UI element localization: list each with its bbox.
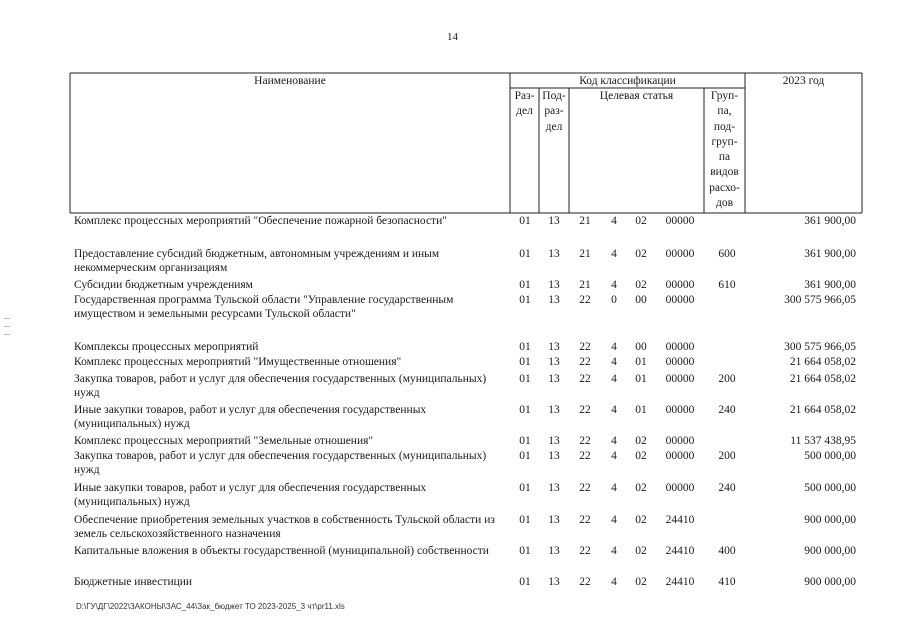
row-name: Бюджетные инвестиции: [74, 576, 193, 588]
row-ts-type: 4: [611, 450, 617, 462]
row-name: Обеспечение приобретения земельных участков в собственность Тульской области из земель сельскохозяйственного назначения: [74, 514, 495, 540]
row-podrazdel: 13: [548, 482, 560, 494]
scan-mark: [4, 326, 10, 327]
row-name: Иные закупки товаров, работ и услуг для обеспечения государственных (муниципальных) нужд: [74, 404, 427, 430]
row-name: Предоставление субсидий бюджетным, автономным учреждениям и иным некоммерческим организациям: [74, 248, 440, 274]
row-ts-direction: 24410: [665, 576, 695, 588]
row-ts-program: 22: [579, 545, 591, 557]
row-ts-direction: 00000: [665, 373, 695, 385]
row-razdel: 01: [519, 545, 531, 557]
row-amount: 300 575 966,05: [784, 341, 856, 353]
header-tselevaya: Целевая статья: [599, 90, 674, 102]
row-ts-element: 02: [635, 435, 647, 447]
row-ts-program: 22: [579, 450, 591, 462]
row-ts-type: 4: [611, 341, 617, 353]
header-razdel: Раз- дел: [514, 90, 535, 118]
row-razdel: 01: [519, 215, 531, 227]
row-amount: 900 000,00: [804, 514, 856, 526]
row-name: Комплекс процессных мероприятий "Обеспечение пожарной безопасности": [74, 215, 447, 227]
row-razdel: 01: [519, 279, 531, 291]
row-ts-direction: 00000: [665, 248, 695, 260]
footer-file-path: D:\ГУ\ДГ\2022\ЗАКОНЫ\ЗАС_44\Зак_бюджет ТО 2023-2025_3 чт\pr11.xls: [76, 602, 345, 611]
row-ts-direction: 00000: [665, 435, 695, 447]
row-amount: 361 900,00: [804, 215, 856, 227]
row-vid: 240: [718, 404, 736, 416]
row-ts-direction: 00000: [665, 450, 695, 462]
row-ts-element: 01: [635, 356, 647, 368]
row-ts-element: 02: [635, 576, 647, 588]
row-ts-element: 02: [635, 450, 647, 462]
row-ts-direction: 24410: [665, 545, 695, 557]
row-ts-type: 4: [611, 356, 617, 368]
row-ts-program: 21: [579, 279, 591, 291]
row-vid: 200: [718, 450, 736, 462]
row-name: Субсидии бюджетным учреждениям: [74, 279, 253, 291]
row-ts-type: 4: [611, 514, 617, 526]
row-ts-type: 4: [611, 545, 617, 557]
row-amount: 300 575 966,05: [784, 294, 856, 306]
row-amount: 900 000,00: [804, 576, 856, 588]
row-ts-type: 4: [611, 373, 617, 385]
row-vid: 400: [718, 545, 736, 557]
row-podrazdel: 13: [548, 450, 560, 462]
row-ts-direction: 00000: [665, 356, 695, 368]
row-ts-program: 21: [579, 248, 591, 260]
row-ts-element: 02: [635, 279, 647, 291]
row-name: Закупка товаров, работ и услуг для обеспечения государственных (муниципальных) нужд: [74, 450, 487, 476]
row-vid: 410: [718, 576, 736, 588]
row-ts-program: 22: [579, 341, 591, 353]
row-amount: 900 000,00: [804, 545, 856, 557]
row-amount: 500 000,00: [804, 450, 856, 462]
row-ts-type: 4: [611, 576, 617, 588]
row-ts-program: 22: [579, 294, 591, 306]
row-podrazdel: 13: [548, 279, 560, 291]
header-kod: Код классификации: [579, 75, 676, 87]
row-ts-type: 4: [611, 215, 617, 227]
row-podrazdel: 13: [548, 373, 560, 385]
row-name: Капитальные вложения в объекты государственной (муниципальной) собственности: [74, 545, 489, 557]
row-podrazdel: 13: [548, 341, 560, 353]
row-name: Закупка товаров, работ и услуг для обеспечения государственных (муниципальных) нужд: [74, 373, 487, 399]
page-number: 14: [447, 31, 458, 43]
row-amount: 21 664 058,02: [789, 373, 856, 385]
row-amount: 361 900,00: [804, 248, 856, 260]
row-name: Комплекс процессных мероприятий "Земельные отношения": [74, 435, 374, 447]
header-podrazdel: Под- раз- дел: [542, 90, 566, 133]
row-name: Комплексы процессных мероприятий: [74, 341, 259, 353]
row-ts-element: 00: [635, 341, 647, 353]
header-naimenovanie: Наименование: [254, 75, 326, 87]
row-ts-element: 02: [635, 215, 647, 227]
row-razdel: 01: [519, 404, 531, 416]
row-ts-direction: 00000: [665, 404, 695, 416]
row-ts-program: 21: [579, 215, 591, 227]
row-ts-direction: 00000: [665, 341, 695, 353]
row-name: Комплекс процессных мероприятий "Имущественные отношения": [74, 356, 402, 368]
row-name: Государственная программа Тульской области "Управление государственным имуществом и земельными ресурсами Тульской области": [74, 294, 454, 320]
header-year: 2023 год: [782, 75, 825, 87]
row-vid: 600: [718, 248, 736, 260]
row-razdel: 01: [519, 373, 531, 385]
row-razdel: 01: [519, 435, 531, 447]
row-ts-element: 02: [635, 482, 647, 494]
scan-mark: [4, 318, 10, 319]
row-vid: 240: [718, 482, 736, 494]
row-razdel: 01: [519, 356, 531, 368]
row-amount: 21 664 058,02: [789, 404, 856, 416]
row-vid: 610: [718, 279, 736, 291]
header-vid: Груп- па, под- груп- па видов расхо- дов: [709, 90, 740, 210]
row-ts-program: 22: [579, 514, 591, 526]
row-razdel: 01: [519, 450, 531, 462]
row-ts-element: 02: [635, 545, 647, 557]
row-ts-type: 0: [611, 294, 617, 306]
row-podrazdel: 13: [548, 514, 560, 526]
row-ts-program: 22: [579, 356, 591, 368]
row-ts-program: 22: [579, 482, 591, 494]
row-podrazdel: 13: [548, 294, 560, 306]
row-ts-type: 4: [611, 435, 617, 447]
row-podrazdel: 13: [548, 356, 560, 368]
row-podrazdel: 13: [548, 545, 560, 557]
row-ts-direction: 24410: [665, 514, 695, 526]
row-ts-element: 02: [635, 248, 647, 260]
row-ts-type: 4: [611, 482, 617, 494]
row-razdel: 01: [519, 248, 531, 260]
row-razdel: 01: [519, 294, 531, 306]
row-ts-element: 01: [635, 404, 647, 416]
row-ts-direction: 00000: [665, 294, 695, 306]
row-ts-program: 22: [579, 435, 591, 447]
row-razdel: 01: [519, 514, 531, 526]
row-ts-program: 22: [579, 404, 591, 416]
row-podrazdel: 13: [548, 435, 560, 447]
row-amount: 361 900,00: [804, 279, 856, 291]
row-podrazdel: 13: [548, 576, 560, 588]
row-ts-direction: 00000: [665, 482, 695, 494]
row-podrazdel: 13: [548, 248, 560, 260]
row-amount: 500 000,00: [804, 482, 856, 494]
row-name: Иные закупки товаров, работ и услуг для обеспечения государственных (муниципальных) нужд: [74, 482, 427, 508]
row-ts-direction: 00000: [665, 215, 695, 227]
row-amount: 11 537 438,95: [790, 435, 856, 447]
row-razdel: 01: [519, 341, 531, 353]
row-ts-type: 4: [611, 404, 617, 416]
row-ts-element: 00: [635, 294, 647, 306]
row-podrazdel: 13: [548, 404, 560, 416]
row-razdel: 01: [519, 576, 531, 588]
row-ts-element: 01: [635, 373, 647, 385]
row-ts-element: 02: [635, 514, 647, 526]
row-vid: 200: [718, 373, 736, 385]
row-ts-type: 4: [611, 248, 617, 260]
scan-mark: [4, 334, 10, 335]
row-ts-program: 22: [579, 373, 591, 385]
row-ts-direction: 00000: [665, 279, 695, 291]
row-podrazdel: 13: [548, 215, 560, 227]
row-ts-type: 4: [611, 279, 617, 291]
row-ts-program: 22: [579, 576, 591, 588]
row-razdel: 01: [519, 482, 531, 494]
row-amount: 21 664 058,02: [789, 356, 856, 368]
